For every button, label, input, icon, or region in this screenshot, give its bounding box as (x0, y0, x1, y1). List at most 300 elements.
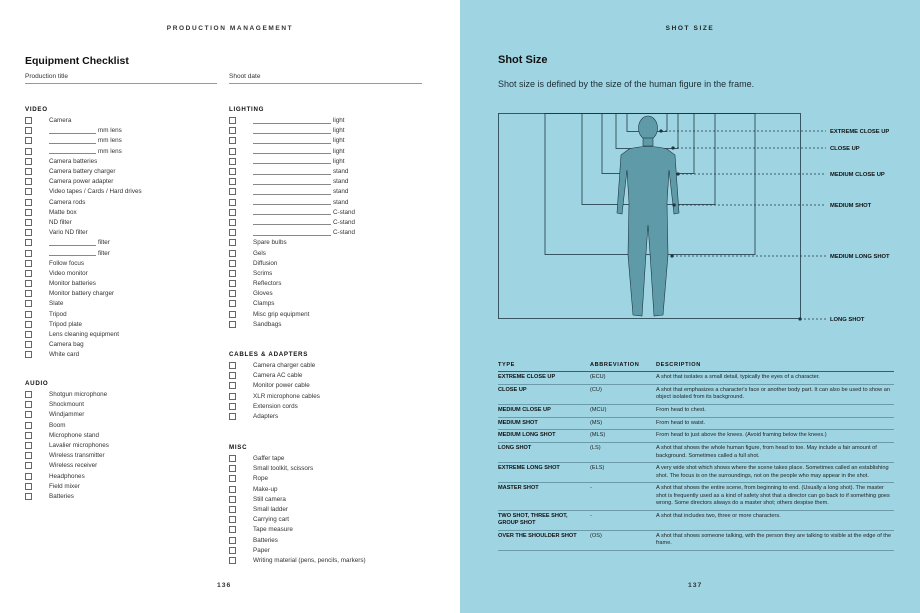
checklist-item[interactable] (25, 248, 220, 258)
checkbox[interactable] (229, 516, 236, 523)
checkbox[interactable] (25, 158, 32, 165)
checkbox[interactable] (25, 442, 32, 449)
checklist-item-label: Camera charger cable (253, 362, 316, 370)
section-heading-misc: MISC (229, 444, 248, 451)
checklist-item[interactable] (25, 319, 220, 329)
checklist-item[interactable] (25, 390, 220, 400)
checkbox[interactable] (229, 362, 236, 369)
checklist-item-label: Adapters (253, 413, 279, 421)
checklist-item-label: Wireless transmitter (49, 452, 105, 460)
cell-abbr: (MS) (590, 417, 656, 430)
checkbox[interactable] (229, 557, 236, 564)
checklist-item-label: Microphone stand (49, 431, 100, 439)
checklist-item[interactable] (229, 411, 424, 421)
checklist-item-label: Wireless receiver (49, 462, 98, 470)
checklist-item[interactable] (229, 207, 424, 217)
checklist-item[interactable] (229, 494, 424, 504)
checklist-item-label: Small toolkit, scissors (253, 465, 314, 473)
checkbox[interactable] (25, 239, 32, 246)
checkbox[interactable] (229, 403, 236, 410)
label-medium-long-shot: MEDIUM LONG SHOT (830, 254, 890, 260)
checkbox[interactable] (25, 250, 32, 257)
running-head-left: PRODUCTION MANAGEMENT (166, 25, 294, 32)
checkbox[interactable] (229, 486, 236, 493)
checklist-item-label: XLR microphone cables (253, 392, 320, 400)
cell-desc: A shot that includes two, three or more characters. (656, 510, 894, 530)
checkbox[interactable] (229, 229, 236, 236)
cell-type: MEDIUM CLOSE UP (498, 404, 590, 417)
cell-type: EXTREME CLOSE UP (498, 372, 590, 385)
checkbox[interactable] (25, 148, 32, 155)
checklist-item-label: Video tapes / Cards / Hard drives (49, 188, 142, 196)
cell-type: CLOSE UP (498, 384, 590, 404)
checklist-item[interactable] (25, 136, 220, 146)
checklist-item-label: Rope (253, 475, 269, 483)
checkbox[interactable] (25, 462, 32, 469)
checkbox[interactable] (229, 239, 236, 246)
checklist-item[interactable] (25, 400, 220, 410)
checklist-item-label: Camera battery charger (49, 168, 116, 176)
checklist-item-label: Tripod plate (49, 320, 83, 328)
checklist-item[interactable] (229, 299, 424, 309)
fill-in-blank[interactable] (253, 219, 331, 225)
production-title-field[interactable] (25, 72, 217, 84)
fill-in-blank[interactable] (253, 199, 331, 205)
checkbox[interactable] (229, 496, 236, 503)
checklist-item[interactable] (25, 207, 220, 217)
checklist-item[interactable] (25, 299, 220, 309)
checklist-item-label: Batteries (253, 536, 278, 544)
checklist-item[interactable] (229, 238, 424, 248)
checklist-item[interactable] (229, 217, 424, 227)
checkbox[interactable] (229, 148, 236, 155)
checklist-item[interactable] (229, 258, 424, 268)
cell-type: LONG SHOT (498, 443, 590, 463)
checkbox[interactable] (229, 127, 236, 134)
cell-abbr: - (590, 510, 656, 530)
checklist-item-label: Paper (253, 546, 270, 554)
table-row (498, 443, 894, 463)
checklist-item[interactable] (229, 504, 424, 514)
checkbox[interactable] (229, 280, 236, 287)
checklist-item-label: Monitor battery charger (49, 290, 115, 298)
checkbox[interactable] (229, 158, 236, 165)
checkbox[interactable] (25, 321, 32, 328)
section-lighting (229, 105, 424, 329)
checkbox[interactable] (229, 537, 236, 544)
checklist-item-label: filter (98, 249, 110, 257)
right-page (460, 0, 920, 613)
checklist-item[interactable] (229, 197, 424, 207)
checklist-item[interactable] (229, 309, 424, 319)
fill-in-blank[interactable] (49, 240, 96, 246)
checkbox[interactable] (25, 199, 32, 206)
checkbox[interactable] (229, 219, 236, 226)
checklist-item[interactable] (25, 430, 220, 440)
checklist-item[interactable] (25, 410, 220, 420)
checklist-item-label: stand (333, 168, 349, 176)
checklist-item[interactable] (229, 166, 424, 176)
cell-abbr: (ELS) (590, 463, 656, 483)
col-type: TYPE (498, 360, 590, 372)
checkbox[interactable] (25, 219, 32, 226)
fill-in-blank[interactable] (253, 128, 331, 134)
checklist-item-label: C-stand (333, 208, 356, 216)
checkbox[interactable] (25, 188, 32, 195)
checklist-item[interactable] (25, 197, 220, 207)
cell-abbr: (CU) (590, 384, 656, 404)
checklist-item-label: Camera (49, 117, 72, 125)
checkbox[interactable] (25, 411, 32, 418)
page-title: Equipment Checklist (25, 55, 129, 67)
checkbox[interactable] (229, 188, 236, 195)
checklist-item[interactable] (25, 116, 220, 126)
cell-desc: A very wide shot which shows where the scene takes place. Sometimes called an establishing shot. The focus is on the surroundings, not on the people who may appear in the shot. (656, 463, 894, 483)
fill-in-blank[interactable] (253, 209, 331, 215)
checkbox[interactable] (25, 209, 32, 216)
cell-type: MASTER SHOT (498, 483, 590, 510)
cell-type: MEDIUM SHOT (498, 417, 590, 430)
table-row (498, 483, 894, 510)
checkbox[interactable] (229, 372, 236, 379)
checkbox[interactable] (229, 382, 236, 389)
checklist-item-label: stand (333, 188, 349, 196)
checklist-item-label: C-stand (333, 218, 356, 226)
shot-size-diagram (498, 113, 898, 328)
checklist-item[interactable] (25, 217, 220, 227)
fill-in-blank[interactable] (253, 179, 331, 185)
checklist-item-label: Lens cleaning equipment (49, 331, 120, 339)
human-figure (617, 116, 679, 316)
checklist-item[interactable] (229, 515, 424, 525)
table-row (498, 510, 894, 530)
checklist-item-label: Field mixer (49, 482, 80, 490)
checkbox[interactable] (229, 475, 236, 482)
checklist-item[interactable] (229, 126, 424, 136)
checklist-item[interactable] (229, 268, 424, 278)
checklist-item-label: Misc grip equipment (253, 310, 310, 318)
running-head-right: SHOT SIZE (665, 25, 715, 32)
checklist-item[interactable] (229, 464, 424, 474)
checklist-item[interactable] (25, 340, 220, 350)
checklist-item-label: stand (333, 198, 349, 206)
checkbox[interactable] (229, 311, 236, 318)
section-misc (229, 443, 424, 566)
checklist-item[interactable] (25, 156, 220, 166)
checklist-item-label: Gels (253, 249, 266, 257)
checklist-item-label: White card (49, 351, 80, 359)
cell-abbr: (LS) (590, 443, 656, 463)
checklist-item-label: Matte box (49, 208, 77, 216)
checklist-item[interactable] (25, 177, 220, 187)
checklist-item[interactable] (25, 350, 220, 360)
checklist-item-label: Windjammer (49, 411, 85, 419)
section-video (25, 105, 220, 360)
checklist-item-label: C-stand (333, 229, 356, 237)
checklist-item-label: Vario ND filter (49, 229, 88, 237)
checkbox[interactable] (229, 178, 236, 185)
checklist-item-label: light (333, 117, 345, 125)
cell-desc: A shot that isolates a small detail, typically the eyes of a character. (656, 372, 894, 385)
checklist-item-label: light (333, 157, 345, 165)
fill-in-blank[interactable] (253, 148, 331, 154)
checklist-item-label: Boom (49, 421, 66, 429)
cell-type: EXTREME LONG SHOT (498, 463, 590, 483)
checklist-item[interactable] (229, 146, 424, 156)
checkbox[interactable] (229, 455, 236, 462)
shot-types-table (498, 360, 894, 551)
fill-in-blank[interactable] (253, 118, 331, 124)
fill-in-blank[interactable] (49, 148, 96, 154)
checklist-item-label: mm lens (98, 127, 122, 135)
checklist-item-label: Shockmount (49, 401, 85, 409)
section-audio (25, 379, 220, 502)
checkbox[interactable] (25, 178, 32, 185)
checklist-item[interactable] (229, 319, 424, 329)
checklist-item-label: light (333, 127, 345, 135)
cell-desc: From head to just above the knees. (Avoid framing below the knees.) (656, 430, 894, 443)
checkbox[interactable] (229, 117, 236, 124)
shoot-date-label: Shoot date (229, 73, 261, 80)
label-medium-shot: MEDIUM SHOT (830, 203, 872, 209)
checklist-item-label: light (333, 137, 345, 145)
checklist-item-label: Camera batteries (49, 157, 98, 165)
checklist-item-label: Camera power adapter (49, 178, 114, 186)
checkbox[interactable] (25, 280, 32, 287)
checklist-item[interactable] (229, 289, 424, 299)
checkbox[interactable] (229, 413, 236, 420)
checkbox[interactable] (25, 401, 32, 408)
fill-in-blank[interactable] (253, 138, 331, 144)
checklist-item-label: Gaffer tape (253, 455, 285, 463)
checkbox[interactable] (229, 137, 236, 144)
fill-in-blank[interactable] (253, 158, 331, 164)
checklist-item[interactable] (25, 258, 220, 268)
lead-text: Shot size is defined by the size of the human figure in the frame. (498, 79, 755, 89)
checkbox[interactable] (25, 290, 32, 297)
checklist-item-label: Extension cords (253, 402, 298, 410)
checklist-item-label: Monitor batteries (49, 280, 96, 288)
checklist-item-label: filter (98, 239, 110, 247)
checklist-item[interactable] (25, 166, 220, 176)
checkbox[interactable] (25, 493, 32, 500)
checkbox[interactable] (25, 300, 32, 307)
checklist-item[interactable] (229, 484, 424, 494)
checkbox[interactable] (25, 432, 32, 439)
checklist-item-label: Headphones (49, 472, 85, 480)
checklist-item[interactable] (229, 361, 424, 371)
checkbox[interactable] (25, 341, 32, 348)
checklist-item-label: Scrims (253, 269, 273, 277)
table-row (498, 417, 894, 430)
checkbox[interactable] (25, 391, 32, 398)
checkbox[interactable] (25, 331, 32, 338)
checkbox[interactable] (25, 473, 32, 480)
checkbox[interactable] (25, 351, 32, 358)
checklist-item[interactable] (229, 136, 424, 146)
section-heading-lighting: LIGHTING (229, 106, 265, 113)
checklist-item-label: Camera bag (49, 341, 84, 349)
fill-in-blank[interactable] (49, 138, 96, 144)
fill-in-blank[interactable] (253, 169, 331, 175)
cell-abbr: - (590, 483, 656, 510)
checklist-item-label: Gloves (253, 290, 273, 298)
section-cables-adapters (229, 350, 424, 422)
checklist-item[interactable] (229, 555, 424, 565)
checklist-item-label: Writing material (pens, pencils, markers) (253, 556, 366, 564)
fill-in-blank[interactable] (253, 230, 331, 236)
checkbox[interactable] (25, 127, 32, 134)
checklist-item[interactable] (25, 146, 220, 156)
checklist-item[interactable] (25, 451, 220, 461)
checklist-item[interactable] (229, 391, 424, 401)
checklist-item[interactable] (229, 279, 424, 289)
checklist-item-label: Tape measure (253, 526, 293, 534)
checklist-item[interactable] (25, 471, 220, 481)
checklist-item[interactable] (229, 177, 424, 187)
checklist-item-label: Still camera (253, 495, 286, 503)
section-heading-audio: AUDIO (25, 380, 49, 387)
cell-type: MEDIUM LONG SHOT (498, 430, 590, 443)
cell-desc: A shot that emphasizes a character's face or another body part. It can also be used to show an object isolated from its background. (656, 384, 894, 404)
checklist-item-label: Small ladder (253, 506, 288, 514)
checkbox[interactable] (229, 168, 236, 175)
cell-type: OVER THE SHOULDER SHOT (498, 530, 590, 550)
checklist-item[interactable] (229, 381, 424, 391)
checklist-item[interactable] (25, 187, 220, 197)
checklist-item-label: Video monitor (49, 269, 88, 277)
cell-desc: A shot that shows the whole human figure, from head to toe. May include a fair amount of background. Sometimes called a full shot. (656, 443, 894, 463)
checkbox[interactable] (229, 506, 236, 513)
checklist-item-label: Batteries (49, 492, 74, 500)
cell-type: TWO SHOT, THREE SHOT, GROUP SHOT (498, 510, 590, 530)
cell-desc: From head to waist. (656, 417, 894, 430)
checklist-item-label: mm lens (98, 137, 122, 145)
checklist-item[interactable] (25, 329, 220, 339)
checkbox[interactable] (25, 117, 32, 124)
col-abbreviation: ABBREVIATION (590, 360, 656, 372)
checkbox[interactable] (229, 209, 236, 216)
checkbox[interactable] (25, 137, 32, 144)
checklist-item[interactable] (229, 535, 424, 545)
checklist-item[interactable] (25, 420, 220, 430)
checklist-item-label: Make-up (253, 485, 278, 493)
checklist-item[interactable] (25, 309, 220, 319)
checkbox[interactable] (229, 547, 236, 554)
checklist-item[interactable] (229, 474, 424, 484)
cell-desc: A shot that shows someone talking, with the person they are talking to visible at the edge of the frame. (656, 530, 894, 550)
checklist-item[interactable] (229, 116, 424, 126)
cell-abbr: (OS) (590, 530, 656, 550)
table-row (498, 463, 894, 483)
checklist-item-label: mm lens (98, 147, 122, 155)
label-extreme-close-up: EXTREME CLOSE UP (830, 129, 890, 135)
checkbox[interactable] (229, 199, 236, 206)
shoot-date-field[interactable] (229, 72, 422, 84)
checklist-item[interactable] (25, 228, 220, 238)
table-row (498, 384, 894, 404)
cell-desc: A shot that shows the entire scene, from beginning to end. (Usually a long shot). The master shot is frequently used as a kind of safety shot that a director can go back to if something goes wrong. Some directors always do a master shot; others despise them. (656, 483, 894, 510)
checkbox[interactable] (229, 290, 236, 297)
checklist-item[interactable] (25, 238, 220, 248)
checklist-item-label: Camera AC cable (253, 372, 303, 380)
checklist-item-label: light (333, 147, 345, 155)
checklist-item-label: Lavalier microphones (49, 442, 109, 450)
checkbox[interactable] (25, 452, 32, 459)
checklist-item[interactable] (25, 481, 220, 491)
table-row (498, 430, 894, 443)
checklist-item[interactable] (229, 371, 424, 381)
table-row (498, 530, 894, 550)
checkbox[interactable] (229, 321, 236, 328)
table-row (498, 404, 894, 417)
checklist-item[interactable] (25, 461, 220, 471)
checkbox[interactable] (25, 311, 32, 318)
checklist-item-label: Spare bulbs (253, 239, 287, 247)
checkbox[interactable] (229, 393, 236, 400)
checklist-item[interactable] (229, 454, 424, 464)
col-description: DESCRIPTION (656, 360, 894, 372)
checklist-item-label: ND filter (49, 218, 72, 226)
cell-desc: From head to chest. (656, 404, 894, 417)
checkbox[interactable] (25, 422, 32, 429)
checklist-item-label: Camera rods (49, 198, 86, 206)
checklist-item[interactable] (25, 491, 220, 501)
checklist-item[interactable] (25, 440, 220, 450)
checklist-item[interactable] (229, 187, 424, 197)
fill-in-blank[interactable] (49, 128, 96, 134)
checklist-item-label: Follow focus (49, 259, 84, 267)
checklist-item[interactable] (25, 268, 220, 278)
checkbox[interactable] (25, 168, 32, 175)
checkbox[interactable] (229, 270, 236, 277)
checklist-item-label: Diffusion (253, 259, 278, 267)
checklist-item-label: Clamps (253, 300, 275, 308)
checkbox[interactable] (229, 465, 236, 472)
fill-in-blank[interactable] (49, 250, 96, 256)
checklist-item[interactable] (229, 156, 424, 166)
checklist-item-label: Tripod (49, 310, 67, 318)
table-row (498, 372, 894, 385)
checkbox[interactable] (229, 526, 236, 533)
checklist-item[interactable] (229, 545, 424, 555)
checklist-item[interactable] (229, 525, 424, 535)
checklist-item[interactable] (229, 248, 424, 258)
section-title: Shot Size (498, 54, 548, 66)
page-number-left: 136 (217, 582, 232, 589)
checkbox[interactable] (229, 300, 236, 307)
label-close-up: CLOSE UP (830, 146, 860, 152)
checklist-item[interactable] (25, 279, 220, 289)
checkbox[interactable] (229, 260, 236, 267)
checkbox[interactable] (25, 229, 32, 236)
checklist-item-label: Sandbags (253, 320, 282, 328)
fill-in-blank[interactable] (253, 189, 331, 195)
checklist-item-label: Carrying cart (253, 516, 290, 524)
checkbox[interactable] (25, 483, 32, 490)
checklist-item-label: stand (333, 178, 349, 186)
label-long-shot: LONG SHOT (830, 317, 865, 323)
production-title-label: Production title (25, 73, 68, 80)
checklist-item[interactable] (229, 401, 424, 411)
checkbox[interactable] (229, 250, 236, 257)
label-medium-close-up: MEDIUM CLOSE UP (830, 172, 885, 178)
checkbox[interactable] (25, 270, 32, 277)
checkbox[interactable] (25, 260, 32, 267)
checklist-item[interactable] (25, 126, 220, 136)
checklist-item[interactable] (229, 228, 424, 238)
checklist-item[interactable] (25, 289, 220, 299)
